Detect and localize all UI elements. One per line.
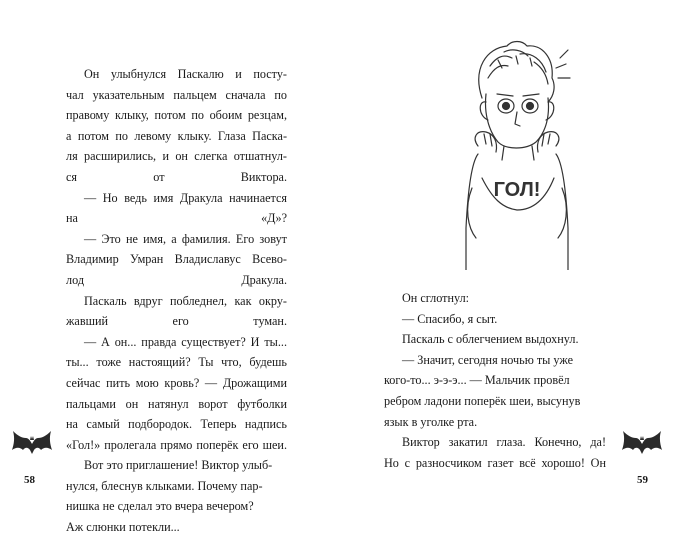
text-line: — А он... правда существует? И ты... (84, 334, 287, 349)
text-line: сейчас пить мою кровь? — Дрожащими (66, 375, 287, 390)
paragraph (384, 350, 606, 432)
page-number: 58 (24, 474, 35, 486)
text-line: Он улыбнулся Паскалю и посту- (84, 67, 287, 81)
text-line: на «Д»? (66, 211, 287, 226)
text-line: — Значит, сегодня ночью ты уже (402, 352, 574, 367)
text-line: — Но ведь имя Дракула начинается (84, 190, 287, 205)
text-line: Но с разносчиком газет всё хорошо! Он (384, 455, 606, 470)
text-line: Паскаль с облегчением выдохнул. (402, 332, 579, 347)
text-line: ся от Виктора. (66, 169, 287, 184)
text-line: — Это не имя, а фамилия. Его зовут (84, 231, 287, 246)
text-line: Аж слюнки потекли... (66, 520, 180, 535)
text-line: на самый подбородок. Теперь надпись (66, 417, 287, 432)
shirt-text: ГОЛ! (493, 179, 541, 201)
paragraph (384, 288, 606, 309)
text-line: ты... тоже настоящий? Ты что, будешь (66, 355, 287, 370)
text-line: а потом по левому клыку. Глаза Паска- (66, 128, 287, 143)
paragraph (66, 64, 287, 188)
text-line: жавший его туман. (66, 314, 287, 329)
text-line: нишка не сделал это вчера вечером? (66, 499, 254, 514)
paragraph (66, 229, 287, 291)
text-line: Вот это приглашение! Виктор улыб- (84, 458, 273, 473)
left-text-block (66, 64, 287, 538)
bat-icon (12, 430, 52, 458)
text-line: «Гол!» пролегала прямо поперёк его шеи. (66, 437, 287, 452)
boy-illustration (442, 38, 582, 270)
right-text-block (384, 288, 606, 473)
paragraph (66, 332, 287, 456)
paragraph (66, 188, 287, 229)
text-line: ля расширились, и он слегка отшатнул- (66, 149, 287, 164)
text-line: кого-то... э-э-э... — Мальчик провёл (384, 373, 570, 388)
text-line: Виктор закатил глаза. Конечно, да! (402, 435, 606, 450)
text-line: язык в уголке рта. (384, 414, 478, 429)
text-line: Владимир Умран Владиславус Всево- (66, 252, 287, 267)
bat-icon (622, 430, 662, 458)
paragraph (66, 455, 287, 537)
text-line: ребром ладони поперёк шеи, высунув (384, 393, 581, 408)
text-line: — Спасибо, я сыт. (402, 311, 498, 326)
paragraph (384, 309, 606, 330)
page-number: 59 (637, 474, 648, 486)
text-line: нулся, блеснув клыками. Почему пар- (66, 478, 263, 493)
text-line: Он сглотнул: (402, 291, 470, 305)
text-line: лод Дракула. (66, 272, 287, 287)
paragraph (384, 329, 606, 350)
text-line: Паскаль вдруг побледнел, как окру- (84, 293, 287, 308)
paragraph (384, 432, 606, 473)
text-line: чал указательным пальцем сначала по (66, 87, 287, 102)
text-line: пальцами он натянул ворот футболки (66, 396, 287, 411)
text-line: правому клыку, потом по обоим резцам, (66, 108, 287, 123)
paragraph (66, 291, 287, 332)
